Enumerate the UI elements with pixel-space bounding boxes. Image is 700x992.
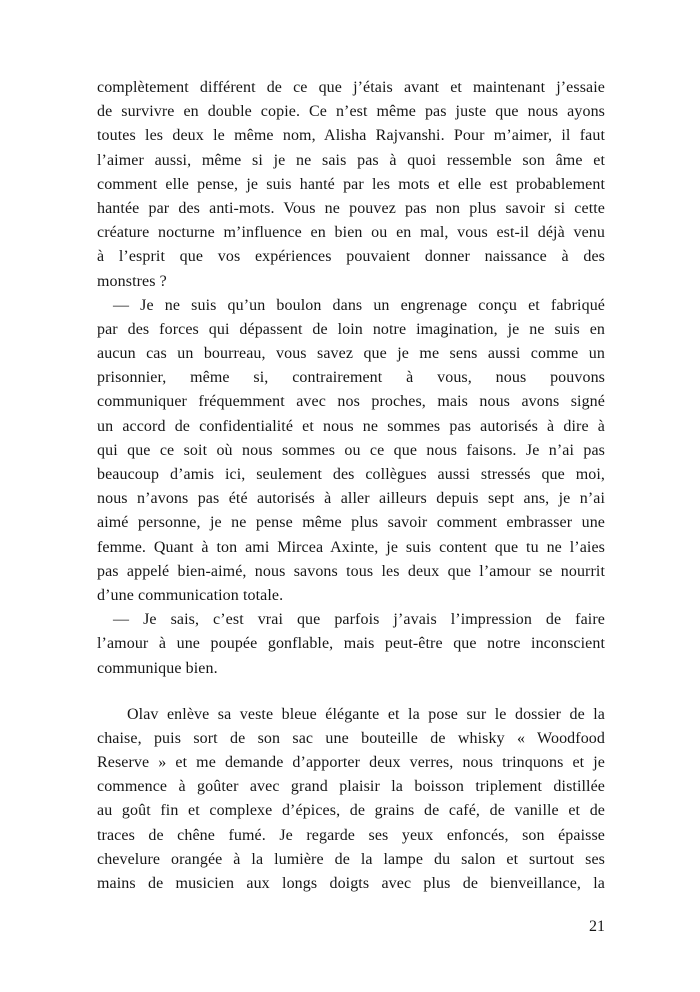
page-number: 21 xyxy=(589,918,605,935)
text-line: mains de musicien aux longs doigts avec plus de bienveillance, la xyxy=(97,875,605,892)
text-line: Reserve » et me demande d’apporter deux verres, nous trinquons et je xyxy=(97,754,605,772)
paragraph xyxy=(97,608,605,681)
text-line: nous n’avons pas été autorisés à aller ailleurs depuis sept ans, je n’ai xyxy=(97,490,605,508)
text-line: l’amour à une poupée gonflable, mais peut-être que notre inconscient xyxy=(97,635,605,653)
text-line: traces de chêne fumé. Je regarde ses yeux enfoncés, son épaisse xyxy=(97,826,605,844)
paragraph xyxy=(97,76,605,294)
text-line: — Je sais, c’est vrai que parfois j’avais l’impression de faire xyxy=(113,611,605,629)
text-line: par des forces qui dépassent de loin notre imagination, je ne suis en xyxy=(97,320,605,338)
text-line: créature nocturne m’influence en bien ou en mal, vous est-il déjà venu xyxy=(97,224,605,242)
text-line: femme. Quant à ton ami Mircea Axinte, je suis content que tu ne l’aies xyxy=(97,538,605,556)
text-line: de survivre en double copie. Ce n’est même pas juste que nous ayons xyxy=(97,103,605,121)
text-line: l’aimer aussi, même si je ne sais pas à quoi ressemble son âme et xyxy=(97,151,605,169)
text-line: pas appelé bien-aimé, nous savons tous les deux que l’amour se nourrit xyxy=(97,562,605,580)
text-line: communique bien. xyxy=(97,659,218,677)
text-line: communiquer fréquemment avec nos proches, mais nous avons signé xyxy=(97,393,605,411)
text-line: prisonnier, même si, contrairement à vous, nous pouvons xyxy=(97,369,605,387)
text-line: beaucoup d’amis ici, seulement des collègues aussi stressés que moi, xyxy=(97,466,605,483)
text-line: chevelure orangée à la lumière de la lampe du salon et surtout ses xyxy=(97,850,605,868)
paragraph xyxy=(97,703,605,897)
text-line: commence à goûter avec grand plaisir la boisson triplement distillée xyxy=(97,778,605,796)
text-line: qui que ce soit où nous sommes ou ce que nous faisons. Je n’ai pas xyxy=(97,441,605,459)
text-line: complètement différent de ce que j’étais avant et maintenant j’essaie xyxy=(97,79,605,96)
page-text xyxy=(97,76,605,896)
text-line: — Je ne suis qu’un boulon dans un engrenage conçu et fabriqué xyxy=(113,296,605,314)
text-line: aucun cas un bourreau, vous savez que je me sens aussi comme un xyxy=(97,345,605,363)
text-line: hantée par des anti-mots. Vous ne pouvez pas non plus savoir si cette xyxy=(97,199,605,217)
text-line: toutes les deux le même nom, Alisha Rajvanshi. Pour m’aimer, il faut xyxy=(97,127,605,145)
text-line: à l’esprit que vos expériences pouvaient donner naissance à des xyxy=(97,248,605,266)
text-line: un accord de confidentialité et nous ne sommes pas autorisés à dire à xyxy=(97,417,605,435)
paragraph xyxy=(97,294,605,608)
text-line: comment elle pense, je suis hanté par les mots et elle est probablement xyxy=(97,175,605,193)
text-line: d’une communication totale. xyxy=(97,586,284,604)
text-line: monstres ? xyxy=(97,272,167,290)
text-line: Olav enlève sa veste bleue élégante et la pose sur le dossier de la xyxy=(127,705,605,723)
text-line: au goût fin et complexe d’épices, de grains de café, de vanille et de xyxy=(97,802,605,820)
text-line: chaise, puis sort de son sac une bouteille de whisky « Woodfood xyxy=(97,729,605,747)
text-line: aimé personne, je ne pense même plus savoir comment embrasser une xyxy=(97,514,605,532)
